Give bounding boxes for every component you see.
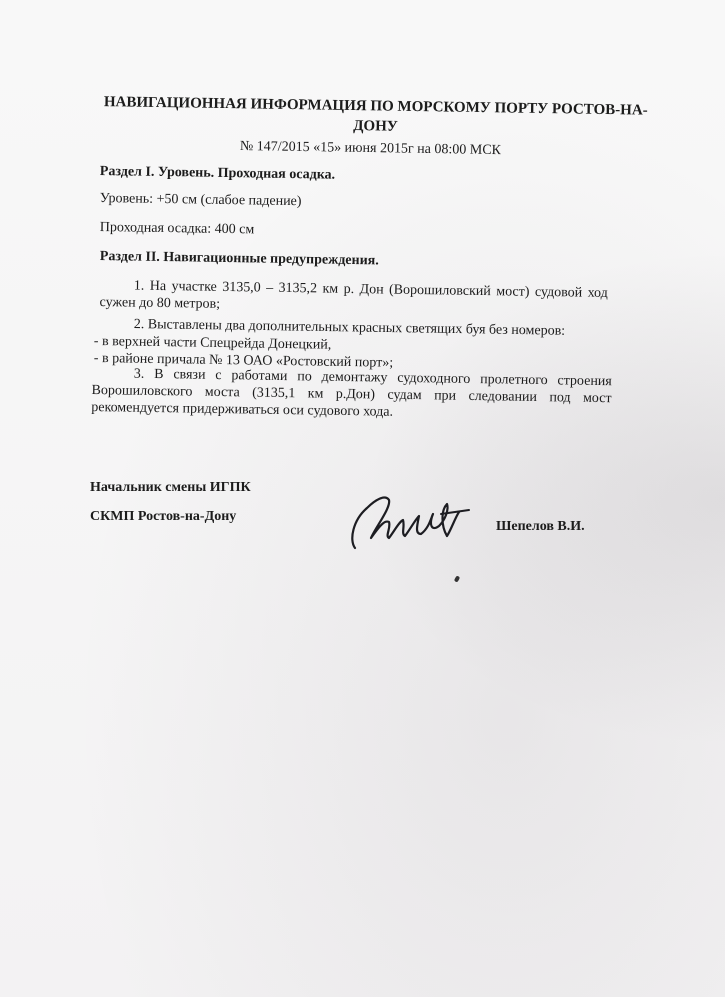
warning-item-1: 1. На участке 3135,0 – 3135,2 км р. Дон (Ворошиловский мост) судовой ход сужен до 80 метров; bbox=[99, 278, 608, 312]
document-number-date: № 147/2015 «15» июня 2015г на 08:00 МСК bbox=[239, 139, 502, 159]
warning-item-2-intro: 2. Выставлены два дополнительных красных светящих буя без номеров: bbox=[133, 316, 566, 339]
signer-position-line-2: СКМП Ростов-на-Дону bbox=[90, 509, 237, 524]
water-level-line: Уровень: +50 см (слабое падение) bbox=[99, 190, 302, 210]
passage-draft-line: Проходная осадка: 400 см bbox=[99, 219, 255, 238]
signer-position-line-1: Начальник смены ИГПК bbox=[90, 480, 251, 495]
scan-speck bbox=[454, 575, 460, 582]
warning-item-2-line-1: - в верхней части Спецрейда Донецкий, bbox=[93, 333, 332, 353]
signer-name: Шепелов В.И. bbox=[496, 519, 585, 534]
document-title: НАВИГАЦИОННАЯ ИНФОРМАЦИЯ ПО МОРСКОМУ ПОРТУ РОСТОВ-НА-ДОНУ bbox=[103, 94, 648, 135]
warning-item-3: 3. В связи с работами по демонтажу судоходного пролетного строения Ворошиловского моста (3135,1 км р.Дон) судам при следовании под мост рекомендуется придерживаться оси судового хода. bbox=[91, 366, 612, 420]
section-2-heading: Раздел II. Навигационные предупреждения. bbox=[99, 248, 379, 269]
section-1-heading: Раздел I. Уровень. Проходная осадка. bbox=[99, 163, 336, 183]
warning-item-2-line-2: - в районе причала № 13 ОАО «Ростовский порт»; bbox=[93, 350, 394, 371]
handwritten-signature bbox=[345, 480, 475, 560]
